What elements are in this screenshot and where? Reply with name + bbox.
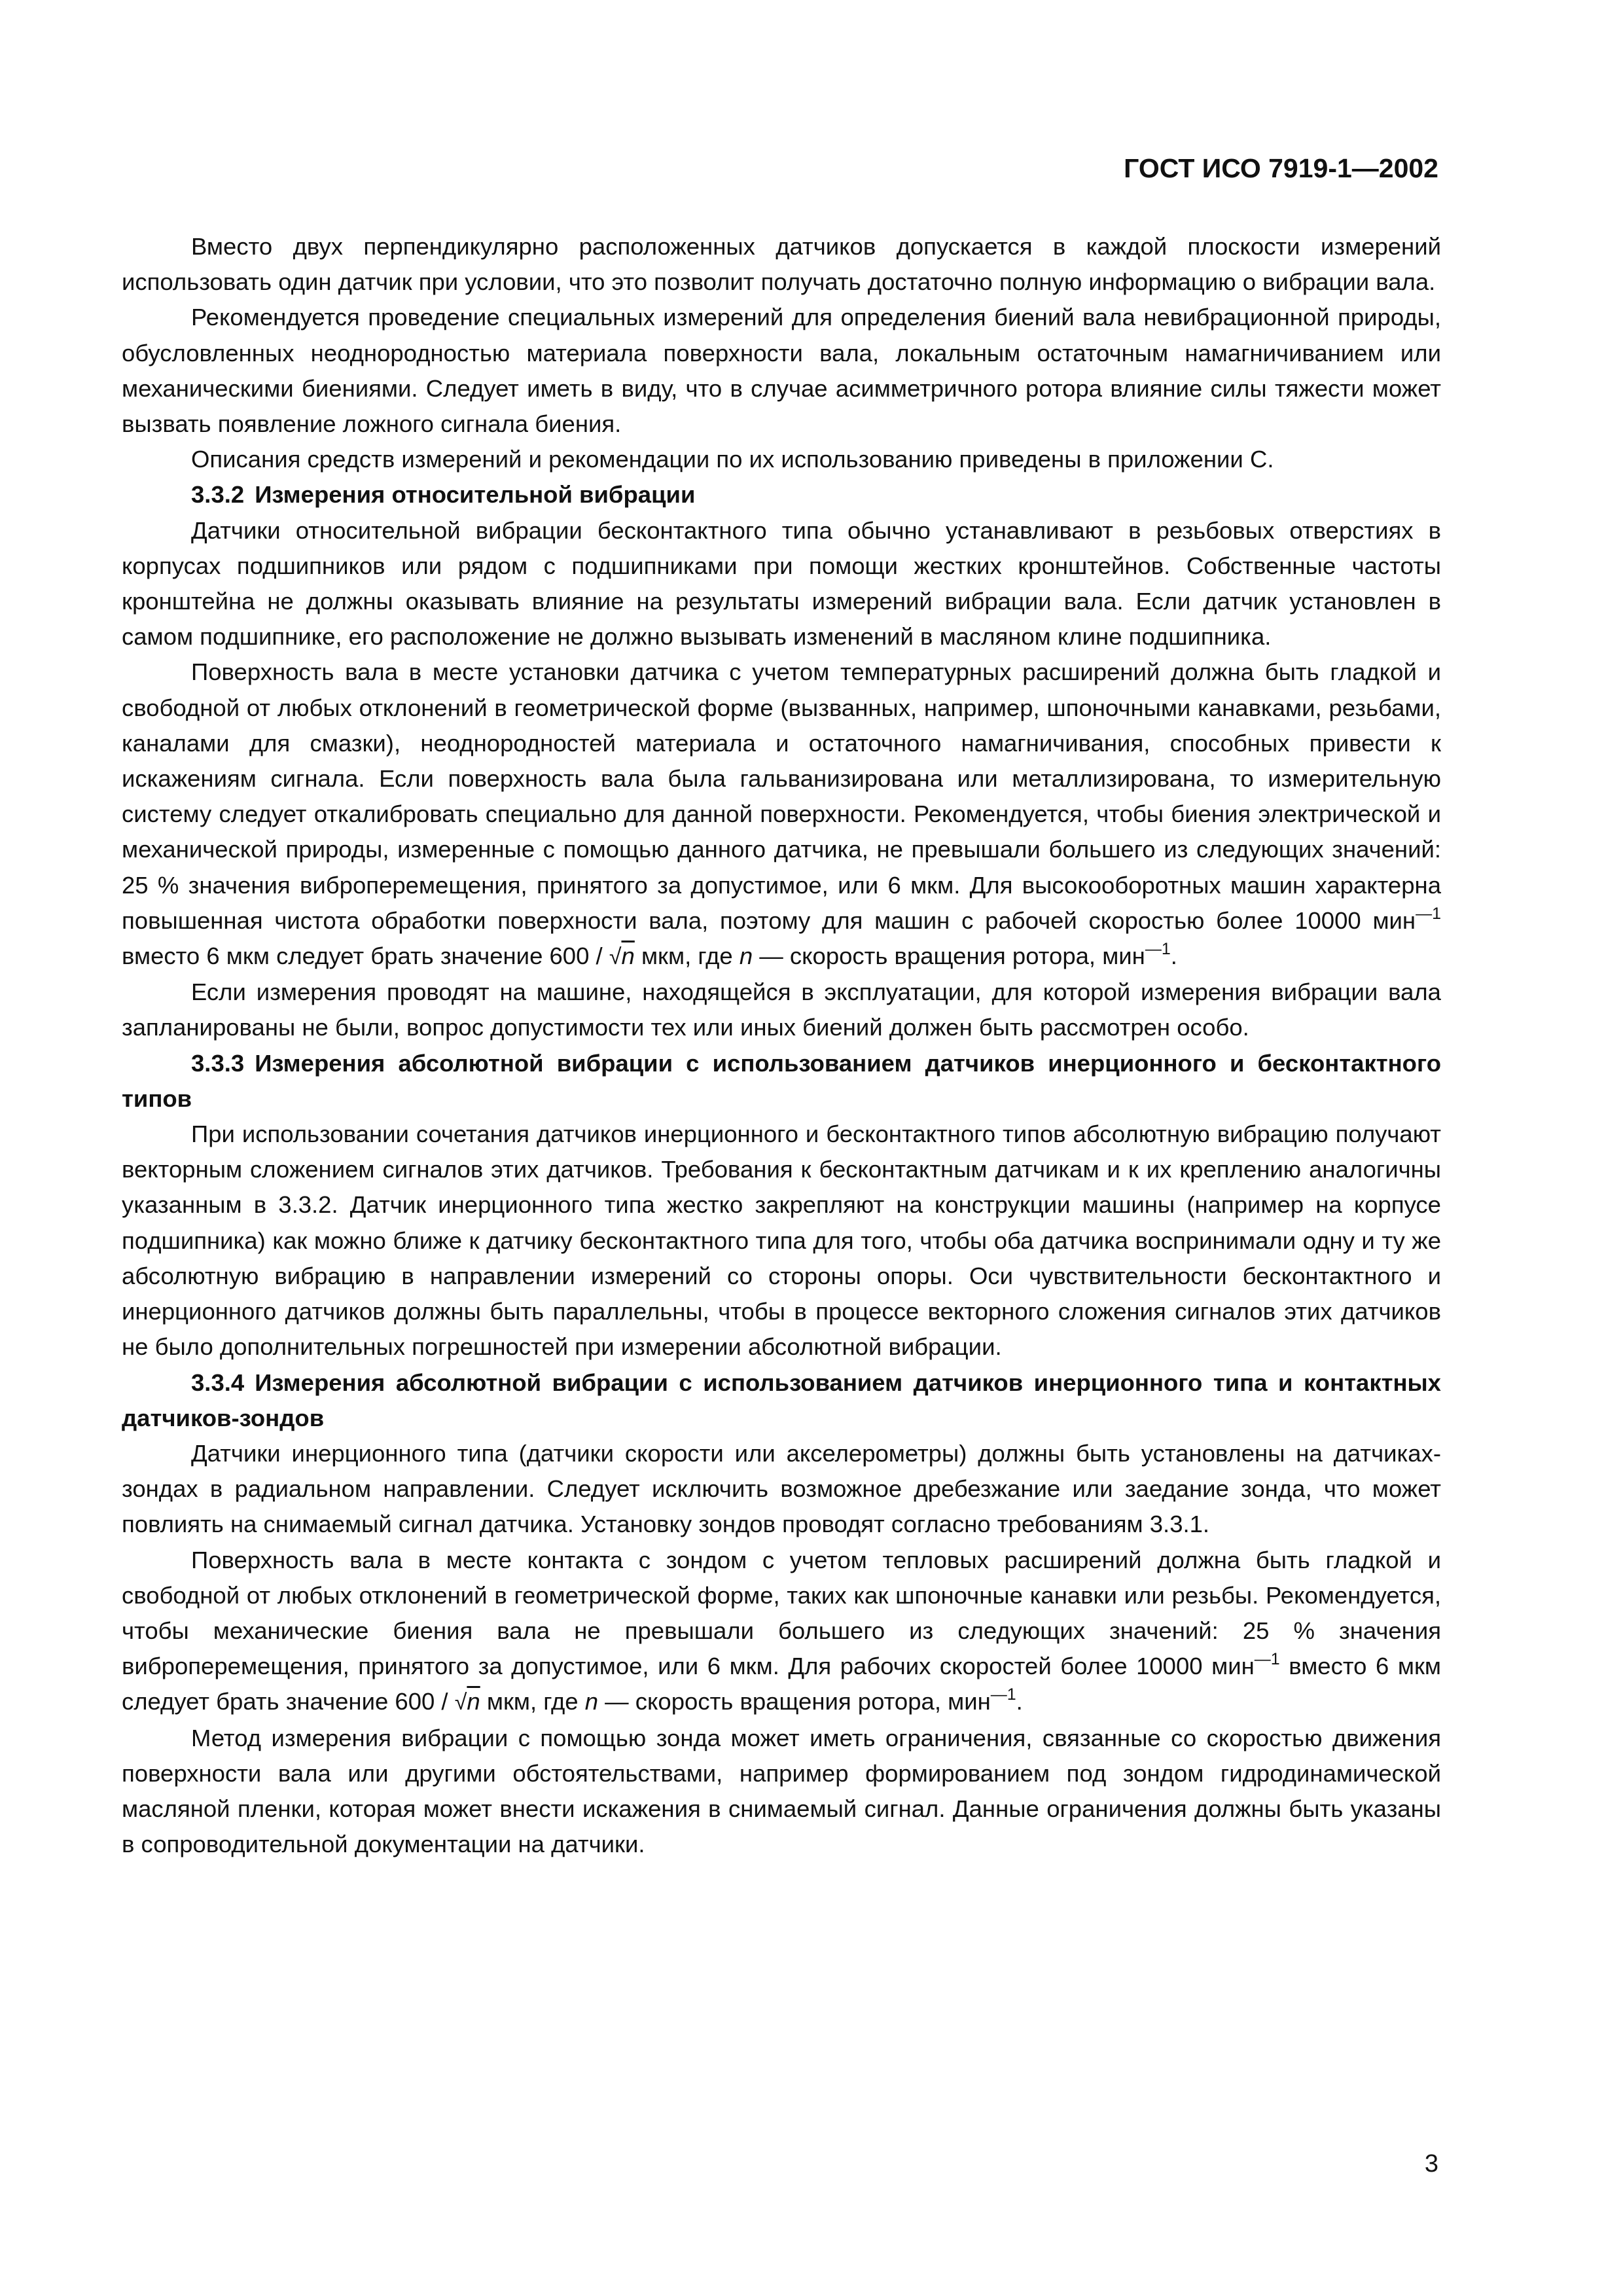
superscript: —1: [990, 1685, 1016, 1704]
superscript: —1: [1254, 1650, 1280, 1669]
variable-n: n: [467, 1688, 480, 1715]
heading-3-3-3: [122, 1046, 1441, 1117]
paragraph-inertial-sensors-probes: Датчики инерционного типа (датчики скорости или акселерометры) должны быть установлены на датчиках-зондах в радиальном направлении. Следует исключить возможное дребезжание или заедание зонда, что может повлиять на снимаемый сигнал датчика. Установку зондов проводят согласно требованиям 3.3.1.: [122, 1439, 1441, 1538]
heading-number: 3.3.4: [191, 1369, 245, 1396]
variable-n: n: [584, 1688, 599, 1715]
paragraph-probe-limitations: Метод измерения вибрации с помощью зонда может иметь ограничения, связанные со скоростью движения поверхности вала или другими обстоятельствами, например формированием под зондом гидродинамической масляной пленки, которая может внести искажения в снимаемый сигнал. Данные ограничения должны быть указаны в сопроводительной документации на датчики.: [122, 1724, 1441, 1858]
sqrt-symbol: √: [609, 944, 622, 970]
text-run: мкм, где: [634, 942, 740, 970]
superscript: —1: [1145, 940, 1171, 959]
text-run: — скорость вращения ротора, мин: [598, 1688, 991, 1715]
heading-number: 3.3.3: [191, 1049, 245, 1077]
document-id-header: ГОСТ ИСО 7919-1—2002: [1124, 153, 1438, 183]
variable-n: n: [739, 942, 753, 970]
paragraph-probe-contact-surface: [122, 1543, 1441, 1721]
heading-number: 3.3.2: [191, 481, 245, 509]
sqrt-symbol: √: [454, 1690, 467, 1715]
text-run: мкм, где: [480, 1688, 585, 1715]
paragraph-operating-machine: Если измерения проводят на машине, находящейся в эксплуатации, для которой измерения вибрации вала запланированы не были, вопрос допустимости тех или иных биений должен быть рассмотрен особо.: [122, 978, 1441, 1041]
document-body: [122, 229, 1441, 1862]
text-run: вместо 6 мкм следует брать значение 600 /: [122, 942, 609, 970]
text-run: Поверхность вала в месте контакта с зондом с учетом тепловых расширений должна быть гладкой и свободной от любых отклонений в геометрической форме, таких как шпоночные канавки или резьбы. Рекомендуется, чтобы механические биения вала не превышали большего из следующих значений: 25 % значения виброперемещения, принятого за допустимое, или 6 мкм. Для рабочих скоростей более 10000 мин: [122, 1546, 1441, 1680]
variable-n: n: [621, 942, 635, 970]
heading-3-3-4: [122, 1365, 1441, 1436]
text-run: — скорость вращения ротора, мин: [753, 942, 1145, 970]
paragraph-runout-measurements: Рекомендуется проведение специальных измерений для определения биений вала невибрационной природы, обусловленных неоднородностью материала поверхности вала, локальным остаточным намагничиванием или механическими биениями. Следует иметь в виду, что в случае асимметричного ротора влияние силы тяжести может вызвать появление ложного сигнала биения.: [122, 304, 1441, 438]
paragraph-single-sensor: Вместо двух перпендикулярно расположенных датчиков допускается в каждой плоскости измерений использовать один датчик при условии, что это позволит получать достаточно полную информацию о вибрации вала.: [122, 233, 1441, 296]
heading-title: Измерения относительной вибрации: [255, 481, 696, 509]
page-number: 3: [1424, 2150, 1438, 2178]
paragraph-shaft-surface-requirements: [122, 655, 1441, 975]
superscript: —1: [1416, 904, 1441, 923]
paragraph-appendix-reference: Описания средств измерений и рекомендации по их использованию приведены в приложении С.: [191, 446, 1274, 473]
text-run: .: [1016, 1688, 1023, 1715]
paragraph-relative-vibration-sensors: Датчики относительной вибрации бесконтактного типа обычно устанавливают в резьбовых отверстиях в корпусах подшипников или рядом с подшипниками при помощи жестких кронштейнов. Собственные частоты кронштейна не должны оказывать влияние на результаты измерений вибрации вала. Если датчик установлен в самом подшипнике, его расположение не должно вызывать изменений в масляном клине подшипника.: [122, 516, 1441, 651]
paragraph-combined-sensors: При использовании сочетания датчиков инерционного и бесконтактного типов абсолютную вибрацию получают векторным сложением сигналов этих датчиков. Требования к бесконтактным датчикам и к их креплению аналогичны указанным в 3.3.2. Датчик инерционного типа жестко закрепляют на конструкции машины (например на корпусе подшипника) как можно ближе к датчику бесконтактного типа для того, чтобы оба датчика воспринимали одну и ту же абсолютную вибрацию в направлении измерений со стороны опоры. Оси чувствительности бесконтактного и инерционного датчиков должны быть параллельны, чтобы в процессе векторного сложения сигналов этих датчиков не было дополнительных погрешностей при измерении абсолютной вибрации.: [122, 1121, 1441, 1361]
text-run: Поверхность вала в месте установки датчика с учетом температурных расширений должна быть гладкой и свободной от любых отклонений в геометрической форме (вызванных, например, шпоночными канавками, резьбами, каналами для смазки), неоднородностей материала и остаточного намагничивания, способных привести к искажениям сигнала. Если поверхность вала была гальванизирована или металлизирована, то измерительную систему следует откалибровать специально для данной поверхности. Рекомендуется, чтобы биения электрической и механической природы, измеренные с помощью данного датчика, не превышали большего из следующих значений: 25 % значения виброперемещения, принятого за допустимое, или 6 мкм. Для высокооборотных машин характерна повышенная чистота обработки поверхности вала, поэтому для машин с рабочей скоростью более 10000 мин: [122, 658, 1441, 934]
text-run: .: [1170, 942, 1177, 970]
heading-3-3-2: [122, 477, 1441, 512]
heading-title: Измерения абсолютной вибрации с использованием датчиков инерционного и бесконтактного типов: [122, 1049, 1441, 1112]
heading-title: Измерения абсолютной вибрации с использованием датчиков инерционного типа и контактных датчиков-зондов: [122, 1369, 1441, 1431]
text-run: вместо 6 мкм следует брать значение 600 /: [122, 1653, 1442, 1715]
